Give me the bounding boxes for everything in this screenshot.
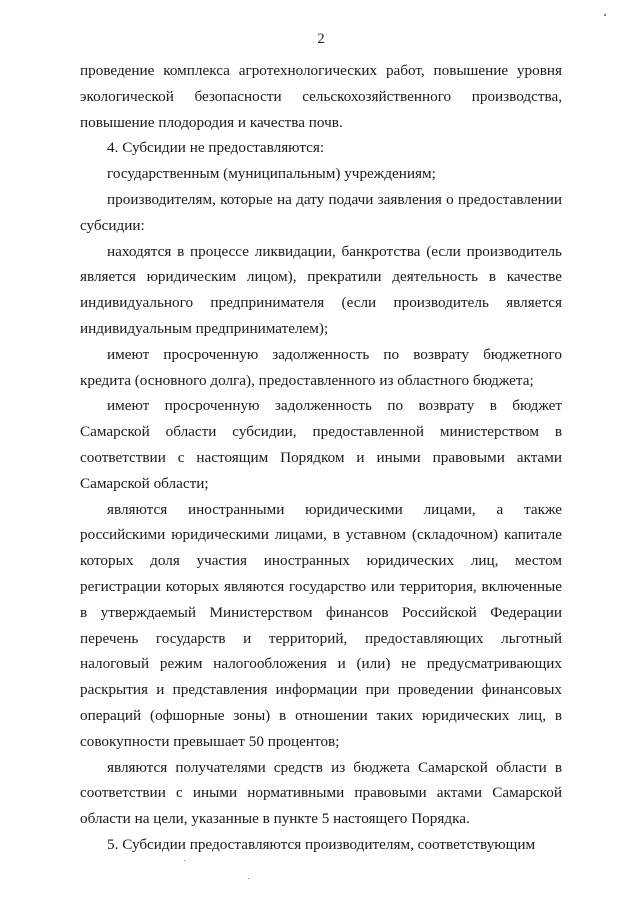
paragraph-3: государственным (муниципальным) учреждениям; <box>107 165 436 183</box>
paragraph-6: имеют просроченную задолженность по возврату бюджетного кредита (основного долга), предоставленного из областного бюджета; <box>80 345 562 389</box>
scan-speck <box>248 878 249 879</box>
paragraph-4: производителям, которые на дату подачи заявления о предоставлении субсидии: <box>80 190 562 234</box>
paragraph-8: являются иностранными юридическими лицами, а также российскими юридическими лицами, в уставном (складочном) капитале которых доля участия иностранных юридических лиц, местом регистрации которых являются государство или территория, включенные в утверждаемый Министерством финансов Российской Федерации перечень государств и территорий, предоставляющих льготный налоговый режим налогообложения и (или) не предусматривающих раскрытия и представления информации при проведении финансовых операций (офшорные зоны) в отношении таких юридических лиц, в совокупности превышает 50 процентов; <box>80 500 562 750</box>
paragraph-2: 4. Субсидии не предоставляются: <box>107 139 325 157</box>
paragraph-1: проведение комплекса агротехнологических работ, повышение уровня экологической безопасности сельскохозяйственного производства, повышение плодородия и качества почв. <box>80 62 562 131</box>
scan-speck <box>184 860 185 861</box>
page-number: 2 <box>317 31 325 47</box>
paragraph-7: имеют просроченную задолженность по возврату в бюджет Самарской области субсидии, предоставленной министерством в соответствии с настоящим Порядком и иными правовыми актами Самарской области; <box>80 397 562 492</box>
paragraph-9: являются получателями средств из бюджета Самарской области в соответствии с иными нормативными правовыми актами Самарской области на цели, указанные в пункте 5 настоящего Порядка. <box>80 758 562 828</box>
scan-speck <box>604 14 606 16</box>
paragraph-5: находятся в процессе ликвидации, банкротства (если производитель является юридическим лицом), прекратили деятельность в качестве индивидуального предпринимателя (если производитель является индивидуальным предпринимателем); <box>80 242 562 337</box>
document-body <box>80 58 562 858</box>
paragraph-10: 5. Субсидии предоставляются производителям, соответствующим <box>107 835 536 853</box>
